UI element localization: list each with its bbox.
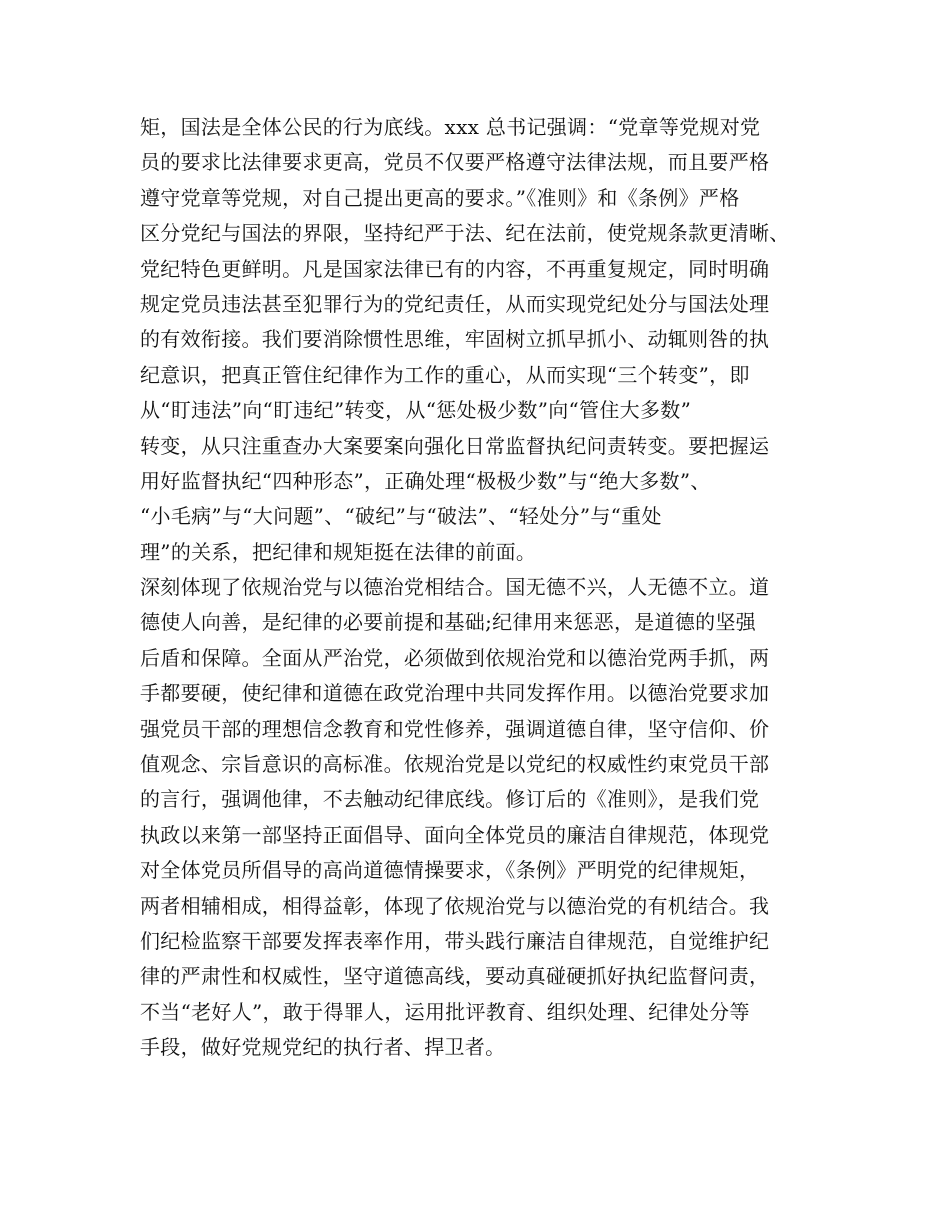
paragraph-2-line: 们纪检监察干部要发挥表率作用，带头践行廉洁自律规范，自觉维护纪: [140, 928, 770, 953]
paragraph-2: [140, 570, 820, 1065]
paragraph-2-line: 不当“老好人”，敢于得罪人，运用批评教育、组织处理、纪律处分等: [140, 999, 750, 1024]
paragraph-2-line: 对全体党员所倡导的高尚道德情操要求，《条例》严明党的纪律规矩，: [140, 858, 760, 883]
paragraph-1-line: 的有效衔接。我们要消除惯性思维，牢固树立抓早抓小、动辄则咎的执: [140, 327, 770, 352]
paragraph-1-line: 转变，从只注重查办大案要案向强化日常监督执纪问责转变。要把握运: [140, 433, 770, 458]
paragraph-2-line: 值观念、宗旨意识的高标准。依规治党是以党纪的权威性约束党员干部: [140, 752, 770, 777]
paragraph-1-line: 遵守党章等党规，对自己提出更高的要求。”《准则》和《条例》严格: [140, 185, 740, 210]
paragraph-1-line: “小毛病”与“大问题”、“破纪”与“破法”、“轻处分”与“重处: [140, 504, 662, 529]
document-body: [140, 110, 820, 1066]
paragraph-1-line: 员的要求比法律要求更高，党员不仅要严格遵守法律法规，而且要严格: [140, 150, 770, 175]
paragraph-1-line: 规定党员违法甚至犯罪行为的党纪责任，从而实现党纪处分与国法处理: [140, 291, 770, 316]
paragraph-2-line: 深刻体现了依规治党与以德治党相结合。国无德不兴，人无德不立。道: [140, 575, 770, 600]
paragraph-1-line: 党纪特色更鲜明。凡是国家法律已有的内容，不再重复规定，同时明确: [140, 256, 770, 281]
paragraph-1: [140, 110, 820, 570]
paragraph-1-line: 区分党纪与国法的界限，坚持纪严于法、纪在法前，使党规条款更清晰、: [140, 221, 790, 246]
paragraph-2-line: 的言行，强调他律，不去触动纪律底线。修订后的《准则》，是我们党: [140, 787, 760, 812]
paragraph-2-line: 律的严肃性和权威性，坚守道德高线，要动真碰硬抓好执纪监督问责，: [140, 964, 770, 989]
paragraph-1-line: 用好监督执纪“四种形态”，正确处理“极极少数”与“绝大多数”、: [140, 468, 711, 493]
paragraph-1-line: 矩，国法是全体公民的行为底线。xxx 总书记强调：“党章等党规对党: [140, 115, 761, 139]
paragraph-1-line: 从“盯违法”向“盯违纪”转变，从“惩处极少数”向“管住大多数”: [140, 398, 692, 423]
paragraph-2-line: 手段，做好党规党纪的执行者、捍卫者。: [140, 1035, 506, 1060]
paragraph-2-line: 执政以来第一部坚持正面倡导、面向全体党员的廉洁自律规范，体现党: [140, 822, 770, 847]
paragraph-2-line: 后盾和保障。全面从严治党，必须做到依规治党和以德治党两手抓，两: [140, 645, 770, 670]
paragraph-2-line: 德使人向善，是纪律的必要前提和基础;纪律用来惩恶，是道德的坚强: [140, 610, 757, 635]
paragraph-1-line: 理”的关系，把纪律和规矩挺在法律的前面。: [140, 539, 537, 564]
paragraph-2-line: 两者相辅相成，相得益彰，体现了依规治党与以德治党的有机结合。我: [140, 893, 770, 918]
paragraph-1-line: 纪意识，把真正管住纪律作为工作的重心，从而实现“三个转变”，即: [140, 362, 750, 387]
paragraph-2-line: 手都要硬，使纪律和道德在政党治理中共同发挥作用。以德治党要求加: [140, 681, 770, 706]
paragraph-2-line: 强党员干部的理想信念教育和党性修养，强调道德自律，坚守信仰、价: [140, 716, 770, 741]
